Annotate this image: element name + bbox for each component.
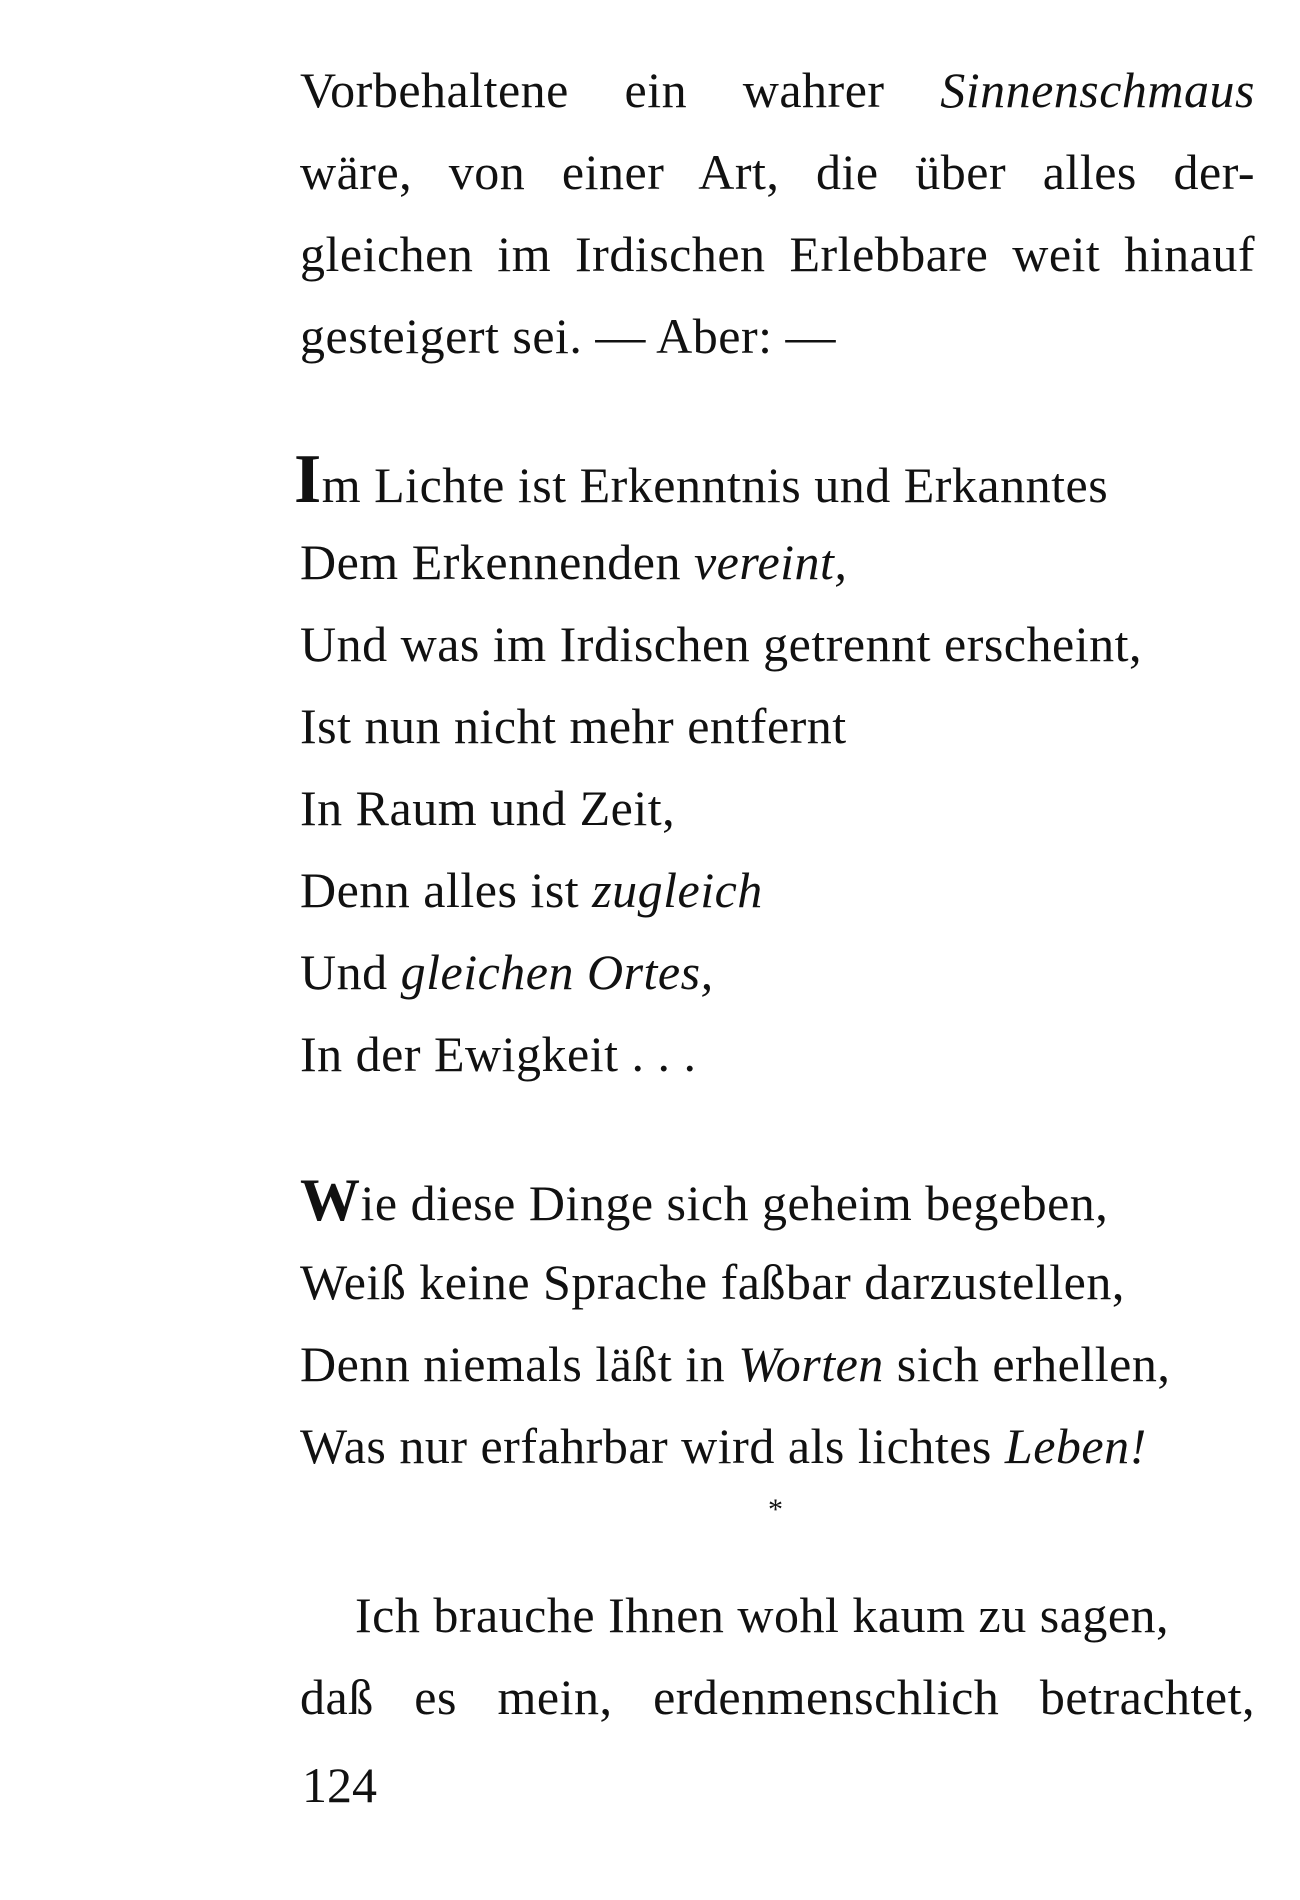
- verse-line: Und was im Irdischen getrennt erscheint,: [300, 616, 1142, 672]
- page-number: 124: [302, 1757, 377, 1813]
- prose-line: wäre, von einer Art, die über alles der-: [300, 144, 1255, 200]
- section-separator: *: [768, 1493, 783, 1526]
- verse-line: Denn alles ist zugleich: [300, 862, 763, 918]
- prose-line: gleichen im Irdischen Erlebbare weit hinauf: [300, 226, 1255, 282]
- prose-line: daß es mein, erdenmenschlich betrachtet,: [300, 1669, 1255, 1725]
- verse-line: Wie diese Dinge sich geheim begeben,: [300, 1167, 1109, 1233]
- initial-letter: W: [300, 1167, 361, 1233]
- prose-line: Vorbehaltene ein wahrer Sinnenschmaus: [300, 62, 1255, 118]
- verse-line: In der Ewigkeit . . .: [300, 1026, 697, 1082]
- prose-line: Ich brauche Ihnen wohl kaum zu sagen,: [355, 1587, 1170, 1643]
- verse-line: Ist nun nicht mehr entfernt: [300, 698, 847, 754]
- verse-line: Denn niemals läßt in Worten sich erhellen,: [300, 1336, 1171, 1392]
- verse-line: Weiß keine Sprache faßbar darzustellen,: [300, 1254, 1125, 1310]
- verse-line: Und gleichen Ortes,: [300, 944, 714, 1000]
- verse-line: Im Lichte ist Erkenntnis und Erkanntes: [294, 441, 1109, 518]
- prose-line: gesteigert sei. — Aber: —: [300, 308, 836, 364]
- initial-letter: I: [294, 441, 322, 518]
- verse-line: Was nur erfahrbar wird als lichtes Leben!: [300, 1418, 1147, 1474]
- verse-line: Dem Erkennenden vereint,: [300, 534, 848, 590]
- verse-line: In Raum und Zeit,: [300, 780, 676, 836]
